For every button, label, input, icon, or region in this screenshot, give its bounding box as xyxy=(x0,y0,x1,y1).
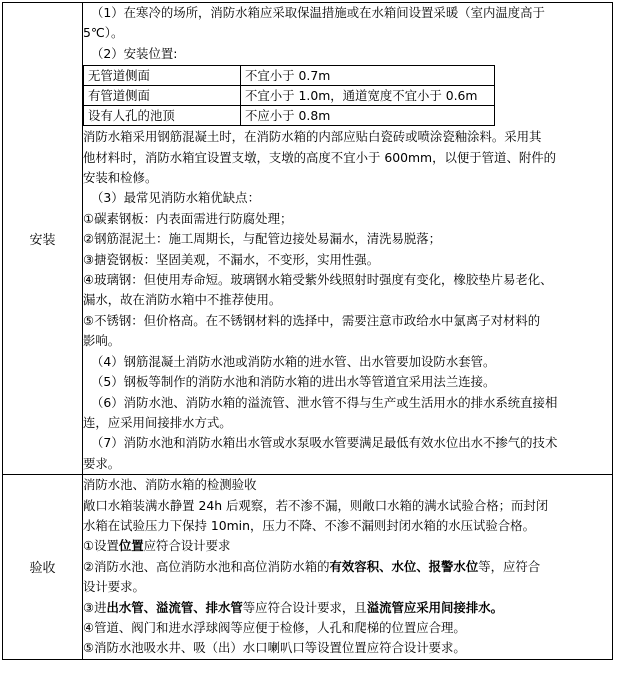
accept-heading: 消防水池、消防水箱的检测验收 xyxy=(83,477,257,493)
position-value: 不应小于 0.8m xyxy=(241,106,495,126)
position-cell: 有管道侧面 xyxy=(84,86,241,106)
position-row xyxy=(84,66,495,86)
accept-item-2-pre: ②消防水池、高位消防水池和高位消防水箱的 xyxy=(83,558,330,574)
install-item-1: ①碳素钢板：内表面需进行防腐处理； xyxy=(83,210,293,226)
accept-item-3 xyxy=(83,598,612,618)
accept-item-3-mid: 等应符合设计要求，且 xyxy=(242,599,367,615)
accept-item-1-bold: 位置 xyxy=(118,538,144,554)
install-para-c: 安装和检修。 xyxy=(83,170,158,186)
accept-item-3-end: 。 xyxy=(490,599,503,615)
accept-item-2 xyxy=(83,557,612,577)
accept-item-2b: 设计要求。 xyxy=(83,579,145,595)
position-value: 不宜小于 0.7m xyxy=(241,66,495,86)
install-row xyxy=(3,3,613,475)
accept-content xyxy=(83,475,613,660)
accept-item-3-pre: ③进 xyxy=(83,599,107,615)
install-line-7a: （7）消防水池和消防水箱出水管或水泵吸水管要满足最低有效水位出水不掺气的技术 xyxy=(91,435,558,451)
accept-label: 验收 xyxy=(3,475,83,660)
accept-item-4: ④管道、阀门和进水浮球阀等应便于检修，人孔和爬梯的位置应合理。 xyxy=(83,619,466,635)
install-line-3: （3）最常见消防水箱优缺点： xyxy=(91,190,260,206)
position-cell: 设有人孔的池顶 xyxy=(84,106,241,126)
install-line-6b: 连，应采用间接排水方式。 xyxy=(83,414,232,430)
install-line-4: （4）钢筋混凝土消防水池或消防水箱的进水管、出水管要加设防水套管。 xyxy=(91,353,496,369)
install-item-4a: ④玻璃钢：但使用寿命短。玻璃钢水箱受紫外线照射时强度有变化，橡胶垫片易老化、 xyxy=(83,272,553,288)
install-item-5b: 影响。 xyxy=(83,333,121,349)
install-item-4b: 漏水，故在消防水箱中不推荐使用。 xyxy=(83,292,282,308)
install-label: 安装 xyxy=(3,3,83,475)
accept-item-1-post: 应符合设计要求 xyxy=(143,538,231,554)
install-line-1a: （1）在寒冷的场所，消防水箱应采取保温措施或在水箱间设置采暖（室内温度高于 xyxy=(91,5,545,20)
accept-item-1 xyxy=(83,536,612,556)
accept-item-5: ⑤消防水池吸水井、吸（出）水口喇叭口等设置位置应符合设计要求。 xyxy=(83,640,466,656)
accept-item-3-bold-2: 溢流管应采用间接排水 xyxy=(366,599,491,615)
install-line-6a: （6）消防水池、消防水箱的溢流管、泄水管不得与生产或生活用水的排水系统直接相 xyxy=(91,394,558,410)
install-line-1b: 5℃）。 xyxy=(83,25,124,41)
position-row xyxy=(84,86,495,106)
accept-test-2: 水箱在试验压力下保持 10min，压力不降、不渗不漏则封闭水箱的水压试验合格。 xyxy=(83,517,535,533)
accept-row xyxy=(3,475,613,660)
install-item-5a: ⑤不锈钢：但价格高。在不锈钢材料的选择中，需要注意市政给水中氯离子对材料的 xyxy=(83,312,541,328)
position-value: 不宜小于 1.0m，通道宽度不宜小于 0.6m xyxy=(241,86,495,106)
install-para-b: 他材料时，消防水箱宜设置支墩，支墩的高度不宜小于 600mm，以便于管道、附件的 xyxy=(83,149,557,165)
spec-table xyxy=(2,2,613,660)
position-cell: 无管道侧面 xyxy=(84,66,241,86)
install-line-5: （5）钢板等制作的消防水池和消防水箱的进出水等管道宜采用法兰连接。 xyxy=(91,374,496,390)
install-item-2: ②钢筋混泥土：施工周期长，与配管边接处易漏水，清洗易脱落； xyxy=(83,231,442,247)
accept-item-2-bold: 有效容积、水位、报警水位 xyxy=(329,558,479,574)
install-line-7b: 要求。 xyxy=(83,455,121,471)
accept-item-1-pre: ①设置 xyxy=(83,538,119,554)
install-item-3: ③搪瓷钢板：坚固美观，不漏水，不变形，实用性强。 xyxy=(83,251,380,267)
position-table xyxy=(83,65,495,126)
install-content xyxy=(83,3,613,475)
accept-item-2-post: 等，应符合 xyxy=(478,558,541,574)
accept-item-3-bold-1: 出水管、溢流管、排水管 xyxy=(106,599,243,615)
accept-test-1: 敞口水箱装满水静置 24h 后观察，若不渗不漏，则敞口水箱的满水试验合格；而封闭 xyxy=(83,497,549,513)
install-line-2: （2）安装位置: xyxy=(91,45,178,61)
install-para-a: 消防水箱采用钢筋混凝土时，在消防水箱的内部应贴白瓷砖或喷涂瓷釉涂料。采用其 xyxy=(83,129,542,145)
position-row xyxy=(84,106,495,126)
